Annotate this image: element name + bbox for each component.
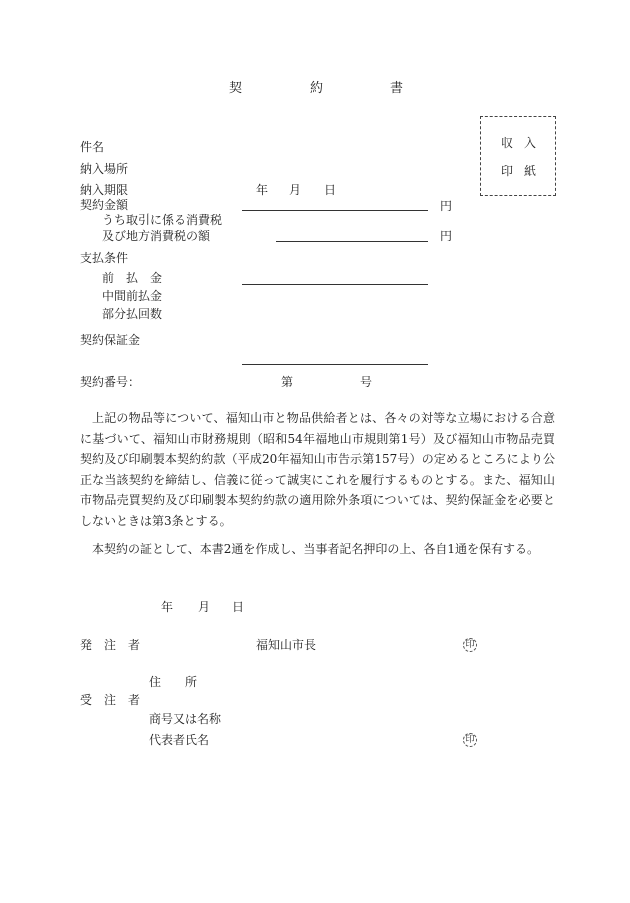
- advance-payment-label: 前 払 金: [102, 271, 163, 285]
- title-char-2: 約: [310, 81, 324, 96]
- advance-payment-line: [242, 284, 428, 285]
- item-name-label: 件名: [80, 140, 105, 154]
- orderer-seal-mark: 印: [463, 638, 477, 652]
- body-paragraph-2: 本契約の証として、本書2通を作成し、当事者記名押印の上、各自1通を保有する。: [92, 542, 540, 556]
- delivery-place-label: 納入場所: [80, 162, 129, 176]
- deadline-year: 年: [256, 183, 269, 197]
- orderer-name: 福知山市長: [256, 638, 317, 652]
- contract-amount-line: [242, 210, 428, 211]
- guarantee-label: 契約保証金: [80, 333, 141, 347]
- contract-number-prefix: 第: [281, 375, 294, 389]
- date-month: 月: [198, 600, 211, 614]
- partial-payments-label: 部分払回数: [102, 307, 163, 321]
- stamp-char-shu: 収: [501, 136, 514, 150]
- address-label: 住 所: [149, 675, 198, 689]
- guarantee-line: [242, 364, 428, 365]
- tax-label-line1: うち取引に係る消費税: [102, 213, 223, 227]
- payment-terms-label: 支払条件: [80, 251, 129, 265]
- contract-number-suffix: 号: [360, 375, 373, 389]
- date-day: 日: [232, 600, 245, 614]
- body-paragraph-1: 上記の物品等について、福知山市と物品供給者とは、各々の対等な立場における合意に基づいて、福知山市財務規則（昭和54年福地山市規則第1号）及び福知山市物品売買契約及び印刷製本契約約款（平成20年福知山市告示第157号）の定めるところにより公正な当該契約を締結し、信義に従って誠実にこれを履行するものとする。また、福知山市物品売買契約及び印刷製本契約約款の適用除外条項については、契約保証金を必要としないときは第3条とする。: [80, 411, 555, 528]
- contract-amount-unit: 円: [440, 199, 453, 213]
- contract-number-label: 契約番号：: [80, 375, 141, 389]
- deadline-month: 月: [289, 183, 302, 197]
- deadline-day: 日: [324, 183, 337, 197]
- contract-amount-label: 契約金額: [80, 198, 129, 212]
- title-char-3: 書: [390, 81, 404, 96]
- tax-label-line2: 及び地方消費税の額: [102, 229, 211, 243]
- title-char-1: 契: [229, 81, 243, 96]
- contractor-seal-mark: 印: [463, 733, 477, 747]
- interim-payment-label: 中間前払金: [102, 289, 163, 303]
- company-name-label: 商号又は名称: [149, 712, 222, 726]
- stamp-char-shi: 紙: [524, 164, 537, 178]
- revenue-stamp-box: [480, 116, 556, 196]
- date-year: 年: [161, 600, 174, 614]
- stamp-char-in: 印: [501, 164, 514, 178]
- tax-amount-unit: 円: [440, 229, 453, 243]
- representative-label: 代表者氏名: [149, 733, 210, 747]
- orderer-label: 発 注 者: [80, 638, 141, 652]
- stamp-char-nyu: 入: [524, 136, 537, 150]
- delivery-deadline-label: 納入期限: [80, 183, 129, 197]
- tax-amount-line: [276, 241, 428, 242]
- contractor-label: 受 注 者: [80, 693, 141, 707]
